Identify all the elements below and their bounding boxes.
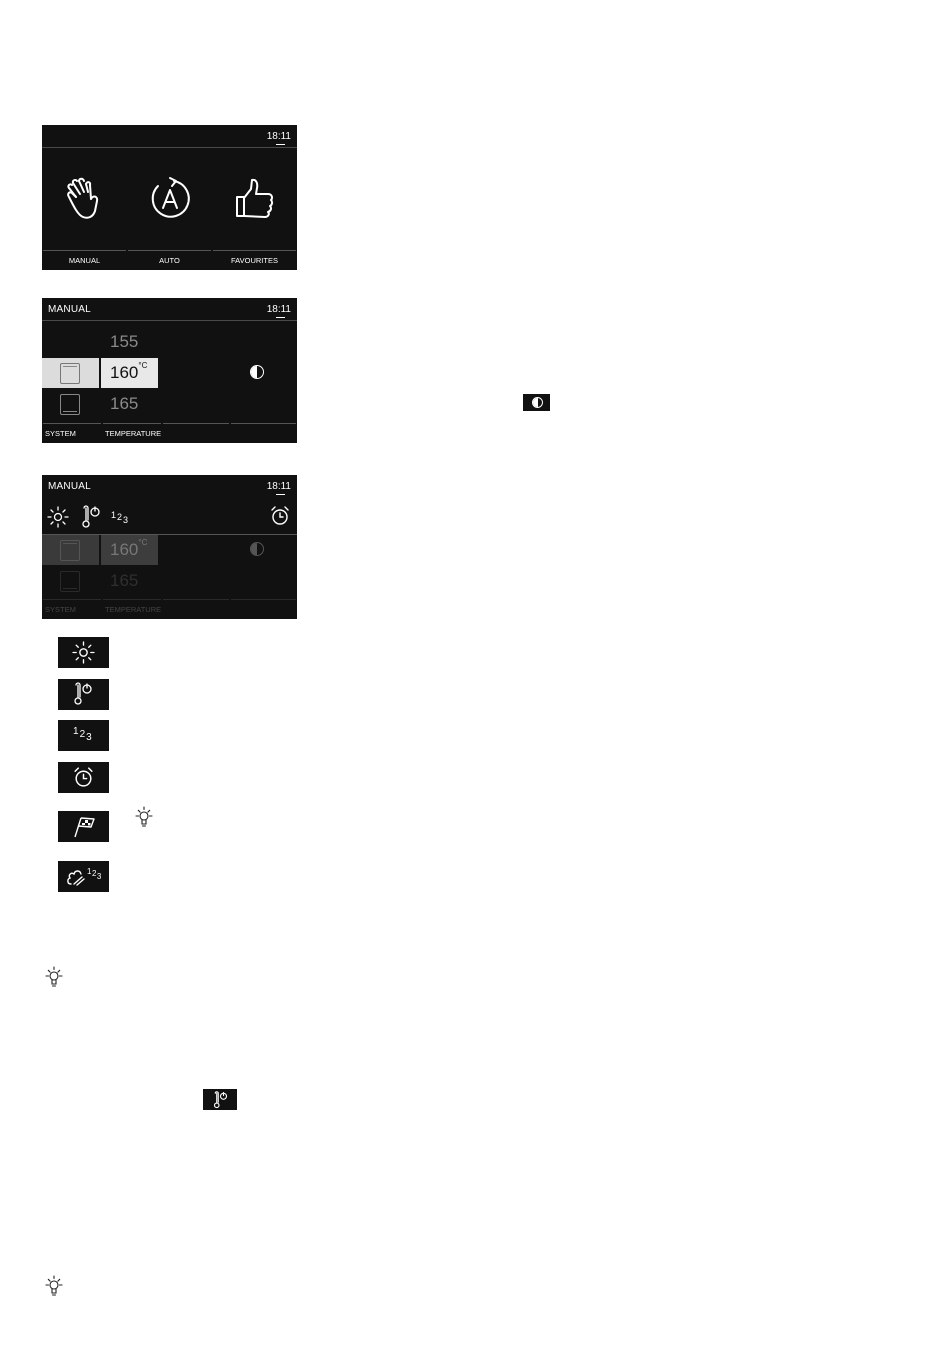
temperature-selected[interactable]: $160^{^\circ C}$ <box>101 358 158 388</box>
legend-steam-steps <box>58 861 109 892</box>
clock: 18:11 <box>267 481 291 492</box>
status-bar <box>42 475 297 497</box>
tab-system[interactable]: SYSTEM <box>43 599 101 619</box>
status-bar <box>42 298 297 321</box>
lightbulb-tip-icon <box>44 1275 64 1297</box>
light-icon[interactable] <box>47 506 69 528</box>
steps-123-icon: 123 <box>87 867 102 881</box>
manual-screen <box>42 298 297 443</box>
half-moon-icon[interactable] <box>250 542 264 556</box>
alarm-clock-icon[interactable] <box>269 505 291 527</box>
finish-flag-icon <box>72 816 96 838</box>
manual-tabs <box>42 423 297 443</box>
auto-a-icon[interactable] <box>146 175 194 223</box>
temperature-value[interactable]: 155 <box>110 332 139 351</box>
steps-123-icon[interactable]: 123 <box>111 510 130 525</box>
steam-steps-icon <box>65 866 87 888</box>
half-moon-icon[interactable] <box>250 365 264 379</box>
legend-light <box>58 637 109 668</box>
legend-alarm <box>58 762 109 793</box>
steps-123-icon: 123 <box>73 726 93 743</box>
tab-empty[interactable] <box>231 423 296 443</box>
tab-empty[interactable] <box>163 599 228 619</box>
legend-finish-flag <box>58 811 109 842</box>
half-moon-icon <box>523 394 550 411</box>
main-menu-tabs <box>42 250 297 270</box>
lightbulb-tip-icon <box>44 966 64 988</box>
clock: 18:11 <box>267 304 291 315</box>
temperature-selected[interactable]: $160^{^\circ C}$ <box>101 535 158 565</box>
list-item <box>42 389 297 419</box>
temperature-value[interactable]: 165 <box>110 394 139 413</box>
tab-system[interactable]: SYSTEM <box>43 423 101 443</box>
screen-title: MANUAL <box>48 481 91 492</box>
thermometer-timer-icon <box>72 682 94 706</box>
manual-options-screen <box>42 475 297 619</box>
thermometer-timer-icon <box>203 1089 237 1110</box>
list-item <box>42 566 297 596</box>
legend-steps <box>58 720 109 751</box>
oven-system-icon[interactable] <box>42 389 99 419</box>
screen-title: MANUAL <box>48 304 91 315</box>
oven-system-icon[interactable] <box>42 566 99 596</box>
light-icon <box>72 641 95 664</box>
main-menu-screen <box>42 125 297 270</box>
tab-temperature[interactable]: TEMPERATURE <box>103 599 161 619</box>
clock: 18:11 <box>267 131 291 142</box>
thumbs-up-icon[interactable] <box>231 175 279 223</box>
oven-system-icon[interactable] <box>42 358 99 388</box>
hand-icon[interactable] <box>62 175 110 223</box>
tab-empty[interactable] <box>163 423 228 443</box>
tab-temperature[interactable]: TEMPERATURE <box>103 423 161 443</box>
tab-manual[interactable]: MANUAL <box>43 250 126 270</box>
manual-tabs <box>42 599 297 619</box>
oven-system-icon[interactable] <box>42 535 99 565</box>
tab-auto[interactable]: AUTO <box>128 250 211 270</box>
thermometer-timer-icon[interactable] <box>80 505 102 529</box>
legend-thermometer-timer <box>58 679 109 710</box>
tab-empty[interactable] <box>231 599 296 619</box>
alarm-clock-icon <box>72 766 95 789</box>
tab-favourites[interactable]: FAVOURITES <box>213 250 296 270</box>
list-item <box>42 327 297 357</box>
lightbulb-tip-icon <box>134 806 154 828</box>
temperature-value[interactable]: 165 <box>110 571 139 590</box>
status-bar <box>42 125 297 148</box>
